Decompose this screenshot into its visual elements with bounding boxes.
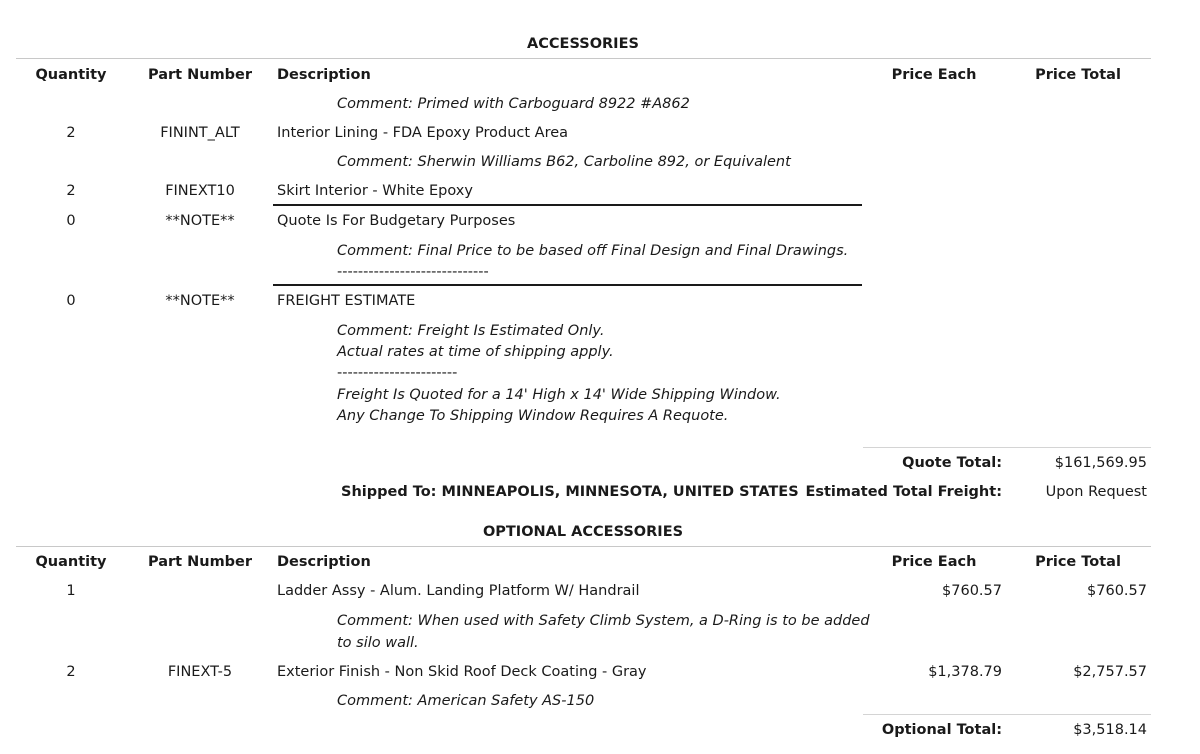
- header-quantity: Quantity: [35, 554, 107, 570]
- row-quantity: 0: [66, 293, 76, 309]
- row-part-number: FINEXT10: [165, 183, 235, 199]
- totals-divider: [863, 447, 1151, 448]
- row-comment: Comment: Sherwin Williams B62, Carboline 892, or Equivalent: [337, 154, 791, 170]
- row-price-each: $1,378.79: [928, 664, 1002, 680]
- row-comment-line: Comment: When used with Safety Climb System, a D-Ring is to be added: [337, 613, 870, 629]
- quote-total-value: $161,569.95: [1054, 455, 1147, 471]
- optional-total-value: $3,518.14: [1073, 722, 1147, 738]
- row-comment: Comment: American Safety AS-150: [337, 693, 595, 709]
- section-title-accessories: ACCESSORIES: [527, 36, 639, 52]
- optional-total-label: Optional Total:: [881, 722, 1002, 738]
- row-comment-line: to silo wall.: [337, 635, 419, 651]
- row-comment-dashes: -----------------------: [337, 365, 458, 381]
- row-separator: [273, 284, 862, 286]
- header-price-each: Price Each: [891, 554, 977, 570]
- quote-total-label: Quote Total:: [902, 455, 1002, 471]
- row-price-total: $760.57: [1087, 583, 1147, 599]
- header-price-total: Price Total: [1035, 554, 1121, 570]
- row-description: Ladder Assy - Alum. Landing Platform W/ Handrail: [277, 583, 640, 599]
- section-title-optional: OPTIONAL ACCESSORIES: [482, 524, 684, 540]
- row-quantity: 2: [66, 125, 76, 141]
- section-divider: [16, 546, 1151, 547]
- row-description: Exterior Finish - Non Skid Roof Deck Coating - Gray: [277, 664, 647, 680]
- row-quantity: 0: [66, 213, 76, 229]
- section-divider: [16, 58, 1151, 59]
- row-description: Quote Is For Budgetary Purposes: [277, 213, 516, 229]
- row-quantity: 1: [66, 583, 76, 599]
- row-price-total: $2,757.57: [1073, 664, 1147, 680]
- row-comment-line: Freight Is Quoted for a 14' High x 14' Wide Shipping Window.: [337, 387, 781, 403]
- row-separator: [273, 204, 862, 206]
- header-price-total: Price Total: [1035, 67, 1121, 83]
- row-part-number: FININT_ALT: [160, 125, 240, 141]
- freight-label: Estimated Total Freight:: [805, 484, 1002, 500]
- row-comment-line: Comment: Final Price to be based off Final Design and Final Drawings.: [337, 243, 849, 259]
- row-comment: Comment: Primed with Carboguard 8922 #A862: [337, 96, 690, 112]
- header-description: Description: [277, 67, 371, 83]
- header-part-number: Part Number: [147, 554, 253, 570]
- header-price-each: Price Each: [891, 67, 977, 83]
- row-description: Interior Lining - FDA Epoxy Product Area: [277, 125, 569, 141]
- header-quantity: Quantity: [35, 67, 107, 83]
- row-comment-dashes: -----------------------------: [337, 264, 489, 280]
- header-description: Description: [277, 554, 371, 570]
- row-part-number: **NOTE**: [165, 213, 235, 229]
- row-quantity: 2: [66, 664, 76, 680]
- header-part-number: Part Number: [147, 67, 253, 83]
- row-description: Skirt Interior - White Epoxy: [277, 183, 473, 199]
- row-part-number: **NOTE**: [165, 293, 235, 309]
- row-comment-line: Comment: Freight Is Estimated Only.: [337, 323, 605, 339]
- totals-divider: [863, 714, 1151, 715]
- row-part-number: FINEXT-5: [167, 664, 233, 680]
- row-quantity: 2: [66, 183, 76, 199]
- row-comment-line: Any Change To Shipping Window Requires A Requote.: [337, 408, 729, 424]
- freight-value: Upon Request: [1045, 484, 1147, 500]
- row-price-each: $760.57: [942, 583, 1002, 599]
- shipped-to: Shipped To: MINNEAPOLIS, MINNESOTA, UNITED STATES: [341, 484, 799, 500]
- row-description: FREIGHT ESTIMATE: [277, 293, 416, 309]
- row-comment-line: Actual rates at time of shipping apply.: [337, 344, 614, 360]
